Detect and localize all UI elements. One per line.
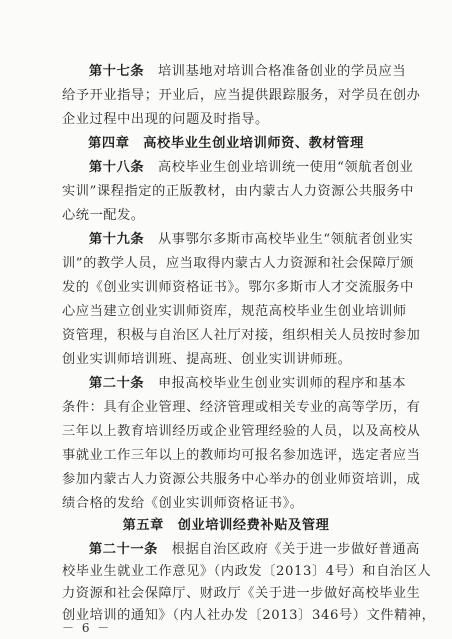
article-20-line-5: 参加内蒙古人力资源公共服务中心举办的创业师资培训，成 — [62, 472, 421, 487]
article-21-line-3: 力资源和社会保障厅、财政厅《关于进一步做好高校毕业生 — [62, 586, 421, 601]
article-21-line-1: 第二十一条 根据自治区政府《关于进一步做好普通高 — [89, 542, 420, 557]
article-19-line-1: 第十九条 从事鄂尔多斯市高校毕业生“领航者创业实 — [89, 232, 414, 247]
article-19-line-5: 资管理，积极与自治区人社厅对接，组织相关人员按时参加 — [62, 328, 421, 343]
page-number: － 6 － — [62, 621, 112, 635]
article-21-line-4: 创业培训的通知》（内人社办发〔2013〕346号）文件精神， — [62, 608, 436, 623]
article-17-line-1: 第十七条 培训基地对培训合格准备创业的学员应当 — [89, 64, 407, 79]
article-20-line-6: 绩合格的发给《创业实训师资格证书》。 — [62, 496, 304, 511]
article-20-line-3: 三年以上教育培训经历或企业管理经验的人员，以及高校从 — [62, 424, 421, 439]
article-18-line-3: 心统一配发。 — [62, 208, 145, 223]
article-19-line-3: 发的《创业实训师资格证书》。鄂尔多斯市人才交流服务中 — [62, 280, 414, 295]
chapter-5-heading: 第五章 创业培训经费补贴及管理 — [122, 518, 330, 533]
article-17-line-2: 给予开业指导；开业后，应当提供跟踪服务，对学员在创办 — [62, 88, 421, 103]
article-21-line-2: 校毕业生就业工作意见》（内政发〔2013〕4号）和自治区人 — [62, 564, 432, 579]
article-20-line-2: 条件：具有企业管理、经济管理或相关专业的高等学历，有 — [62, 400, 421, 415]
chapter-4-heading: 第四章 高校毕业生创业培训师资、教材管理 — [88, 136, 364, 151]
article-19-line-4: 心应当建立创业实训师资库，规范高校毕业生创业培训师 — [62, 304, 407, 319]
article-19-line-2: 训”的教学人员，应当取得内蒙古人力资源和社会保障厅颁 — [62, 256, 415, 271]
article-20-line-1: 第二十条 申报高校毕业生创业实训师的程序和基本 — [89, 376, 407, 391]
article-20-line-4: 事就业工作三年以上的教师均可报名参加选评，选定者应当 — [62, 448, 421, 463]
article-17-line-3: 企业过程中出现的问题及时指导。 — [62, 112, 269, 127]
article-18-line-1: 第十八条 高校毕业生创业培训统一使用“领航者创业 — [89, 160, 414, 175]
article-19-line-6: 创业实训师培训班、提高班、创业实训讲师班。 — [62, 352, 352, 367]
article-18-line-2: 实训”课程指定的正版教材，由内蒙古人力资源公共服务中 — [62, 184, 415, 199]
